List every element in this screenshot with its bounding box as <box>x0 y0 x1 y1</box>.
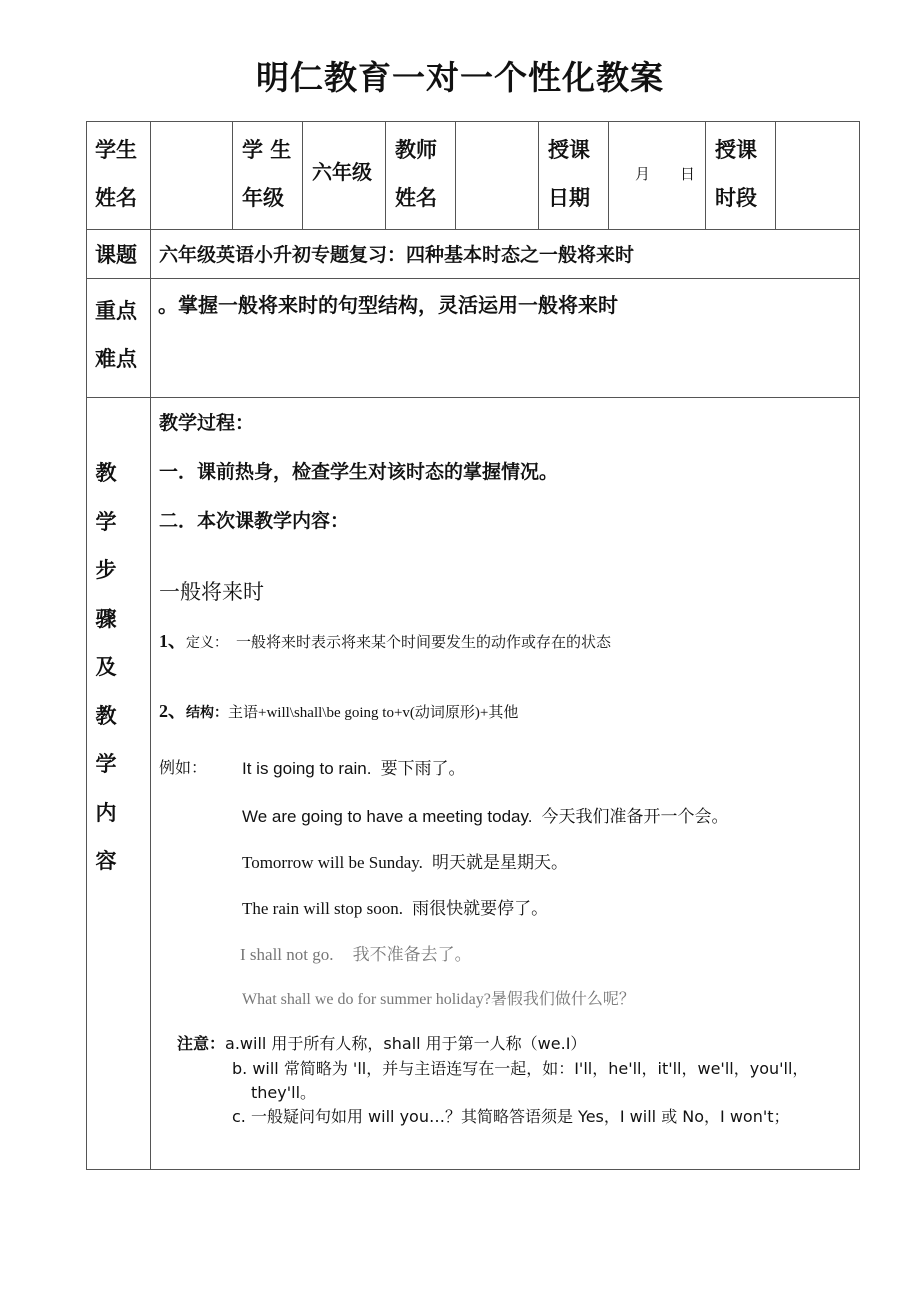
table-divider-v <box>775 121 776 229</box>
structure-line: 2、结构：主语+will\shall\be going to+v(动词原形)+其他 <box>159 701 519 721</box>
teacher-label: 教师 姓名 <box>395 138 437 210</box>
example-item: We are going to have a meeting today. 今天我们准备开一个会。 <box>242 807 729 826</box>
table-divider-v <box>608 121 609 229</box>
section-title: 一般将来时 <box>159 580 264 604</box>
table-divider-v <box>150 121 151 1169</box>
example-item: The rain will stop soon. 雨很快就要停了。 <box>242 899 549 918</box>
table-divider <box>86 397 860 398</box>
table-divider-v <box>455 121 456 229</box>
table-divider-v <box>232 121 233 229</box>
table-border-left <box>86 121 87 1169</box>
key-points-value: 。掌握一般将来时的句型结构，灵活运用一般将来时 <box>158 293 618 317</box>
table-divider <box>86 278 860 279</box>
table-border-top <box>86 121 860 122</box>
table-border-bottom <box>86 1169 860 1170</box>
part1-heading: 一．课前热身，检查学生对该时态的掌握情况。 <box>159 461 559 483</box>
example-item: It is going to rain. 要下雨了。 <box>242 759 466 778</box>
definition-line: 1、定义： 一般将来时表示将来某个时间要发生的动作或存在的状态 <box>159 631 612 651</box>
topic-value: 六年级英语小升初专题复习：四种基本时态之一般将来时 <box>159 244 635 266</box>
key-points-label: 重点 难点 <box>95 299 137 371</box>
example-item: What shall we do for summer holiday?暑假我们做什么呢？ <box>242 991 635 1008</box>
table-divider-v <box>302 121 303 229</box>
page-title: 明仁教育一对一个性化教案 <box>256 58 664 97</box>
example-item: I shall not go. 我不准备去了。 <box>240 945 472 964</box>
date-label: 授课 日期 <box>548 138 590 210</box>
note-a: 注意：a.will 用于所有人称，shall 用于第一人称（we.I） <box>177 1034 587 1053</box>
table-divider-v <box>705 121 706 229</box>
grade-value: 六年级 <box>312 160 372 184</box>
student-name-label: 学生 姓名 <box>95 138 137 210</box>
topic-label: 课题 <box>95 243 137 267</box>
period-label: 授课 时段 <box>715 138 757 210</box>
date-value: 月 日 <box>635 165 696 183</box>
example-item: Tomorrow will be Sunday. 明天就是星期天。 <box>242 853 569 872</box>
grade-label: 学 生 年级 <box>242 138 292 210</box>
table-divider <box>86 229 860 230</box>
note-b: b. will 常简略为 'll，并与主语连写在一起，如：I'll，he'll，it'll，we'll，you'll， <box>232 1059 809 1078</box>
example-label: 例如： <box>159 760 208 777</box>
process-title: 教学过程： <box>159 412 255 434</box>
note-b-continued: they'll。 <box>251 1083 317 1102</box>
note-c: c. 一般疑问句如用 will you…？其简略答语须是 Yes，I will 或 No，I won't； <box>232 1107 790 1126</box>
steps-label: 教 学 步 骤 及 教 学 内 容 <box>95 461 117 873</box>
part2-heading: 二．本次课教学内容： <box>159 510 350 532</box>
table-divider-v <box>538 121 539 229</box>
table-divider-v <box>385 121 386 229</box>
table-border-right <box>859 121 860 1169</box>
